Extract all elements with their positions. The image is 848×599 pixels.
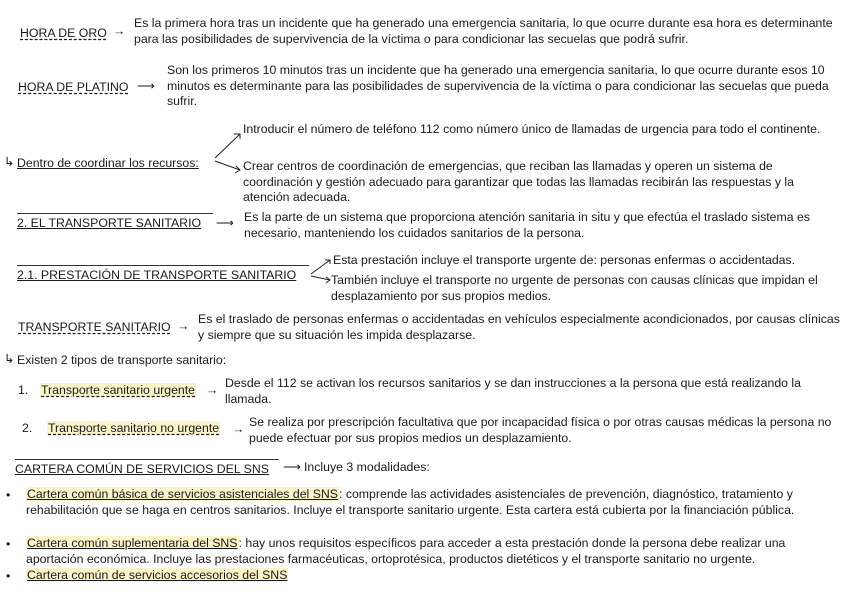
arrow-icon: →: [177, 319, 190, 333]
list-number: 2.: [22, 421, 33, 435]
coordinar-item-1: Introducir el número de teléfono 112 como número único de llamadas de urgencia para todo el continente.: [243, 122, 821, 136]
heading-prestacion: 2.1. PRESTACIÓN DE TRANSPORTE SANITARIO: [17, 265, 309, 284]
prestacion-item-2: También incluye el transporte no urgente de personas con causas clínicas que impidan el desplazamiento por sus propios medios.: [331, 273, 818, 303]
definition-transporte-sanitario: Es el traslado de personas enfermas o accidentadas en vehículos especialmente acondicionados, por causas clínicas y siempre que su situación les impida desplazarse.: [198, 312, 840, 342]
cartera-text: Incluye 3 modalidades:: [304, 460, 430, 474]
prestacion-item-1: Esta prestación incluye el transporte urgente de: personas enfermas o accidentadas.: [333, 253, 796, 267]
coordinar-label: Dentro de coordinar los recursos:: [17, 156, 199, 170]
term-hora-de-oro: HORA DE ORO: [20, 26, 107, 40]
coordinar-item-2: Crear centros de coordinación de emergencias, que reciban las llamadas y operen un sistema de coordinación y gestión adecuado para garantizar que todas las llamadas recibirán las respuestas y la atención adecuada.: [243, 159, 794, 204]
bullet-icon: •: [6, 537, 11, 551]
bullet-icon: •: [6, 488, 11, 502]
definition-transporte: Es la parte de un sistema que proporciona atención sanitaria in situ y que efectúa el traslado sistema es necesario, manteniendo los cuidados sanitarios de la persona.: [244, 210, 810, 240]
arrow-icon: →: [113, 24, 126, 38]
heading-cartera: CARTERA COMÚN DE SERVICIOS DEL SNS: [15, 459, 279, 478]
hook-arrow-icon: ↳: [4, 155, 15, 169]
arrow-icon: ⟶: [283, 460, 301, 474]
list-number: 1.: [18, 383, 29, 397]
arrow-icon: →: [206, 383, 219, 397]
definition-hora-de-oro: Es la primera hora tras un incidente que ha generado una emergencia sanitaria, lo que ocurre durante esa hora es determinante para las posibilidades de supervivencia de la víctima o para condicionar las secuelas que podrá sufrir.: [134, 16, 833, 46]
arrow-icon: ⟶: [137, 79, 155, 93]
tipos-label: Existen 2 tipos de transporte sanitario:: [17, 353, 227, 367]
term-transporte-sanitario: TRANSPORTE SANITARIO: [18, 320, 171, 334]
arrow-icon: →: [232, 422, 245, 436]
tipo-urgente-desc: Desde el 112 se activan los recursos sanitarios y se dan instrucciones a la persona que está realizando la llamada.: [225, 376, 802, 406]
hook-arrow-icon: ↳: [4, 352, 15, 366]
cartera-item-accesorios: Cartera común de servicios accesorios del SNS: [27, 568, 288, 582]
term-hora-de-platino: HORA DE PLATINO: [18, 80, 129, 94]
bullet-icon: •: [6, 569, 11, 583]
branch-arrows: [212, 128, 244, 178]
heading-transporte-sanitario: 2. EL TRANSPORTE SANITARIO: [17, 213, 213, 232]
tipo-no-urgente-term: Transporte sanitario no urgente: [48, 421, 220, 435]
cartera-item-suplementaria: Cartera común suplementaria del SNS: hay unos requisitos específicos para acceder a esta prestación donde la persona debe realizar una aportación económica. Incluye las prestaciones farmacéuticas, ortoprotésica, productos dietéticos y el transporte sanitario no urgente.: [26, 536, 786, 566]
tipo-urgente-term: Transporte sanitario urgente: [41, 383, 196, 397]
definition-hora-de-platino: Son los primeros 10 minutos tras un incidente que ha generado una emergencia sanitaria, lo que ocurre durante esos 10 minutos es determinante para las posibilidades de supervivencia de la víctima o para condicionar las secuelas que pueda sufrir.: [167, 63, 829, 108]
arrow-icon: ⟶: [216, 216, 234, 230]
tipo-no-urgente-desc: Se realiza por prescripción facultativa que por incapacidad física o por otras causas médicas la persona no puede efectuar por sus propios medios un desplazamiento.: [249, 415, 832, 445]
cartera-item-basica: Cartera común básica de servicios asistenciales del SNS: comprende las actividades asistenciales de prevención, diagnóstico, tratamiento y rehabilitación que se haga en centros sanitarios. Incluye el transporte sanitario urgente. Esta cartera está cubierta por la financiación pública.: [26, 487, 795, 517]
